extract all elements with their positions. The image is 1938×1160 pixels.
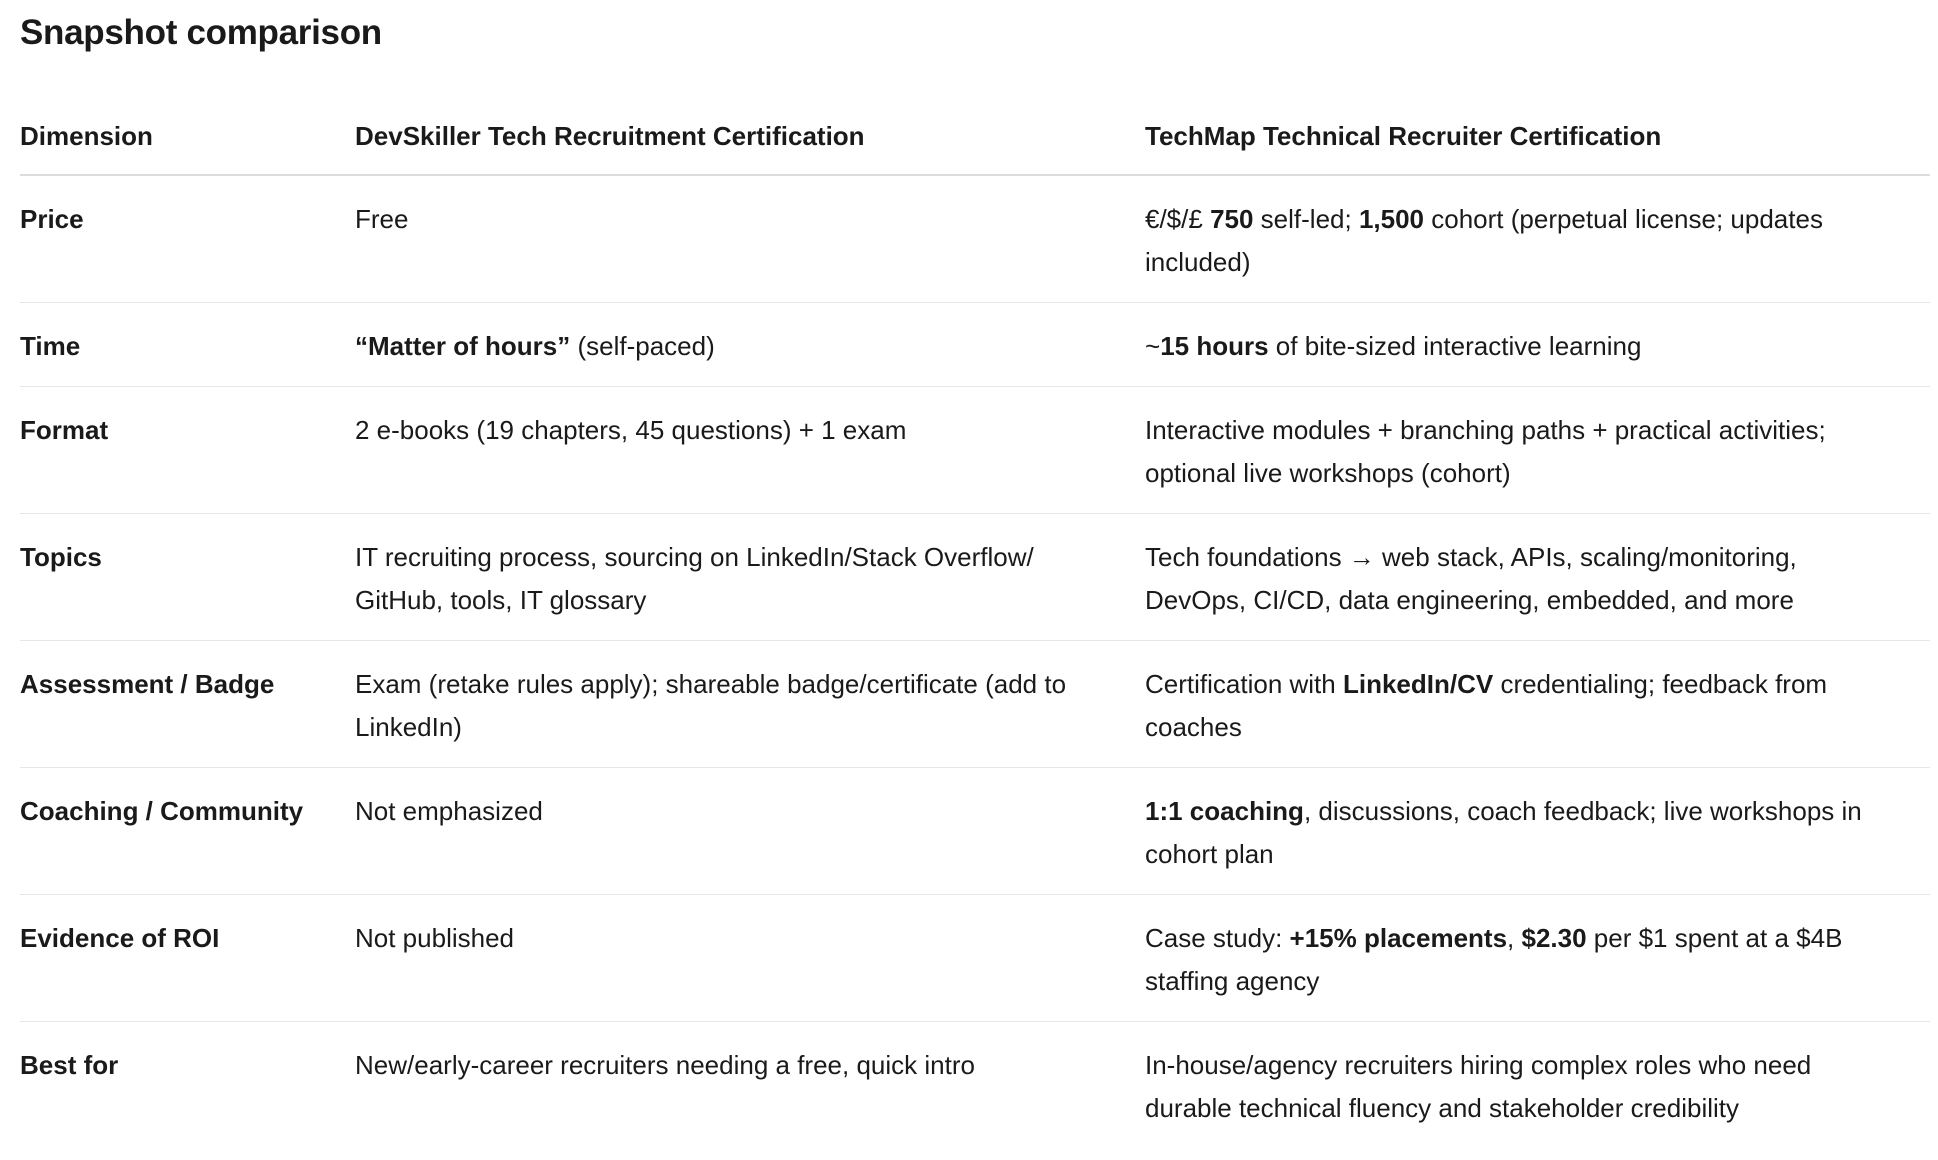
cell-techmap xyxy=(1145,768,1930,895)
table-row xyxy=(20,175,1930,303)
cell-devskiller xyxy=(355,768,1145,895)
cell-techmap xyxy=(1145,641,1930,768)
cell-devskiller xyxy=(355,1022,1145,1149)
cell-devskiller xyxy=(355,387,1145,514)
cell-techmap xyxy=(1145,303,1930,387)
cell-text: Tech foundations → web stack, APIs, scaling/monitoring, DevOps, CI/CD, data engineering, embedded, and more xyxy=(1145,542,1797,615)
cell-text: (self-paced) xyxy=(570,331,715,361)
cell-techmap xyxy=(1145,514,1930,641)
cell-text: Case study: xyxy=(1145,923,1290,953)
row-dimension: Time xyxy=(20,303,355,387)
table-row xyxy=(20,768,1930,895)
bold-text: LinkedIn/CV xyxy=(1342,669,1494,699)
cell-text: of bite-sized interactive learning xyxy=(1268,331,1642,361)
row-dimension: Price xyxy=(20,175,355,303)
cell-text: Not published xyxy=(355,923,514,953)
cell-text: Not emphasized xyxy=(355,796,543,826)
cell-devskiller xyxy=(355,303,1145,387)
bold-text: +15% placements xyxy=(1289,923,1508,953)
row-dimension: Topics xyxy=(20,514,355,641)
table-row xyxy=(20,303,1930,387)
bold-text: 750 xyxy=(1210,204,1254,234)
bold-text: 1:1 coaching xyxy=(1145,796,1304,826)
cell-text: cohort (perpetual license; updates included) xyxy=(1145,204,1823,277)
cell-text: , discussions, coach feedback; live workshops in cohort plan xyxy=(1145,796,1862,869)
row-dimension: Evidence of ROI xyxy=(20,895,355,1022)
cell-text: 2 e-books (19 chapters, 45 questions) + 1 exam xyxy=(355,415,907,445)
cell-techmap xyxy=(1145,175,1930,303)
cell-text: Interactive modules + branching paths + practical activities; optional live workshops (cohort) xyxy=(1145,415,1826,488)
row-dimension: Assessment / Badge xyxy=(20,641,355,768)
cell-text: per $1 spent at a $4B staffing agency xyxy=(1145,923,1843,996)
table-row xyxy=(20,387,1930,514)
comparison-table xyxy=(20,106,1930,1148)
page-title: Snapshot comparison xyxy=(20,13,382,52)
cell-text: IT recruiting process, sourcing on LinkedIn/Stack Overflow/ GitHub, tools, IT glossary xyxy=(355,542,1034,615)
cell-devskiller xyxy=(355,895,1145,1022)
bold-text: 1,500 xyxy=(1358,204,1425,234)
cell-techmap xyxy=(1145,387,1930,514)
row-dimension: Coaching / Community xyxy=(20,768,355,895)
column-header-dimension: Dimension xyxy=(20,106,355,175)
table-row xyxy=(20,514,1930,641)
cell-text: Free xyxy=(355,204,409,234)
cell-text: self-led; xyxy=(1253,204,1359,234)
cell-text: credentialing; feedback from coaches xyxy=(1145,669,1828,742)
cell-text: , xyxy=(1507,923,1522,953)
cell-techmap xyxy=(1145,1022,1930,1149)
row-dimension: Best for xyxy=(20,1050,119,1080)
table-row xyxy=(20,641,1930,768)
table-header-row xyxy=(20,106,1930,175)
bold-text: “Matter of hours” xyxy=(355,331,571,361)
bold-text: 15 hours xyxy=(1160,331,1269,361)
cell-text: Certification with xyxy=(1145,669,1343,699)
cell-devskiller xyxy=(355,175,1145,303)
column-header-techmap: TechMap Technical Recruiter Certification xyxy=(1145,106,1930,175)
cell-text: In-house/agency recruiters hiring complex roles who need durable technical fluency and stakeholder credibility xyxy=(1145,1050,1812,1123)
cell-devskiller xyxy=(355,514,1145,641)
table-row xyxy=(20,1022,1930,1149)
cell-devskiller xyxy=(355,641,1145,768)
table-row xyxy=(20,895,1930,1022)
row-dimension: Format xyxy=(20,387,355,514)
cell-text: New/early-career recruiters needing a free, quick intro xyxy=(355,1050,975,1080)
cell-text: Exam (retake rules apply); shareable badge/certificate (add to LinkedIn) xyxy=(355,669,1067,742)
cell-text: ~ xyxy=(1145,331,1161,361)
cell-text: €/$/£ xyxy=(1145,204,1211,234)
cell-techmap xyxy=(1145,895,1930,1022)
column-header-devskiller: DevSkiller Tech Recruitment Certification xyxy=(355,106,1145,175)
bold-text: $2.30 xyxy=(1521,923,1587,953)
table-body xyxy=(20,175,1930,1148)
